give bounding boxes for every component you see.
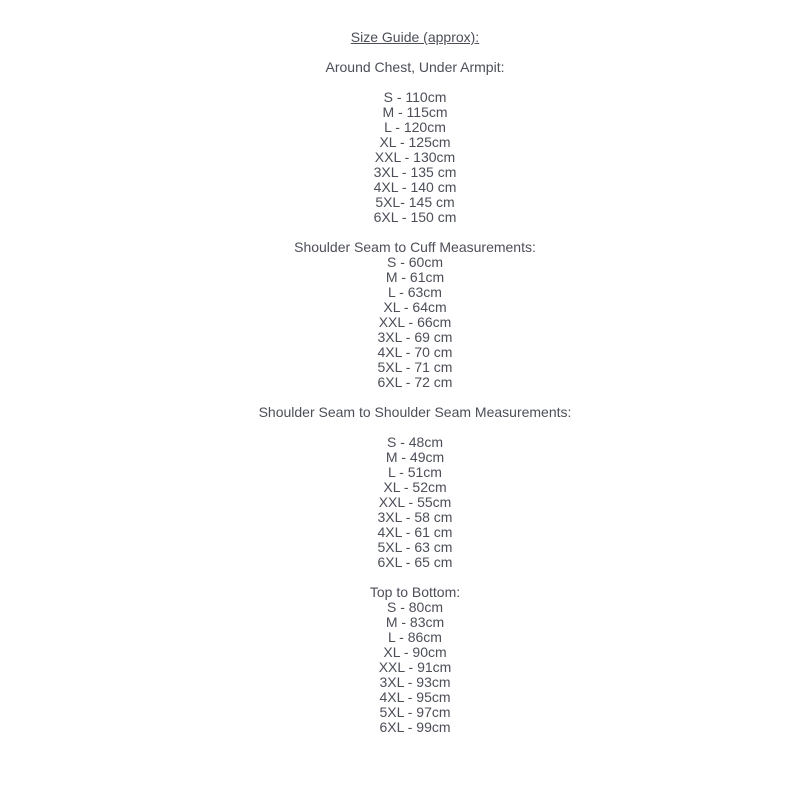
size-item: XL - 90cm: [383, 644, 447, 660]
size-item: M - 115cm: [382, 104, 448, 120]
size-item: 5XL - 97cm: [379, 704, 451, 720]
size-item: 3XL - 58 cm: [377, 509, 453, 525]
size-item: XXL - 91cm: [378, 659, 452, 675]
size-item: M - 61cm: [385, 269, 445, 285]
size-item: 3XL - 135 cm: [373, 164, 457, 180]
size-item: 4XL - 61 cm: [377, 524, 453, 540]
size-item: S - 48cm: [386, 434, 443, 450]
size-item: 6XL - 99cm: [379, 719, 451, 735]
size-item: M - 49cm: [385, 449, 445, 465]
size-item: XL - 125cm: [379, 134, 451, 150]
size-item: L - 51cm: [388, 464, 442, 480]
size-item: XL - 64cm: [383, 299, 447, 315]
section-heading: Shoulder Seam to Cuff Measurements:: [294, 239, 536, 255]
section-heading: Shoulder Seam to Shoulder Seam Measurements:: [258, 404, 572, 420]
size-item: 6XL - 150 cm: [373, 209, 457, 225]
size-item: S - 110cm: [383, 89, 447, 105]
size-guide-section: [30, 585, 800, 735]
size-guide-section: [30, 435, 800, 570]
size-item: L - 120cm: [384, 119, 446, 135]
size-guide-sections: [30, 60, 800, 735]
size-item: XL - 52cm: [383, 479, 447, 495]
size-item: 4XL - 95cm: [379, 689, 451, 705]
size-item: 6XL - 65 cm: [377, 554, 453, 570]
size-item: 4XL - 140 cm: [373, 179, 457, 195]
size-item: 5XL - 71 cm: [377, 359, 453, 375]
size-item: 3XL - 69 cm: [377, 329, 453, 345]
size-item: S - 60cm: [386, 254, 443, 270]
size-item: 4XL - 70 cm: [377, 344, 453, 360]
size-guide-section: [30, 90, 800, 225]
size-guide: [30, 0, 800, 735]
size-guide-section: [30, 240, 800, 390]
size-item: 5XL- 145 cm: [375, 194, 455, 210]
section-heading: Top to Bottom:: [369, 584, 461, 600]
size-item: XXL - 55cm: [378, 494, 452, 510]
size-item: XXL - 130cm: [374, 149, 456, 165]
size-item: 6XL - 72 cm: [377, 374, 453, 390]
size-item: L - 86cm: [388, 629, 442, 645]
size-item: S - 80cm: [386, 599, 443, 615]
size-item: 5XL - 63 cm: [377, 539, 453, 555]
section-heading: Around Chest, Under Armpit:: [325, 59, 505, 75]
size-item: XXL - 66cm: [378, 314, 452, 330]
size-guide-title: Size Guide (approx):: [350, 29, 480, 45]
size-item: 3XL - 93cm: [379, 674, 451, 690]
size-item: M - 83cm: [385, 614, 445, 630]
size-item: L - 63cm: [388, 284, 442, 300]
